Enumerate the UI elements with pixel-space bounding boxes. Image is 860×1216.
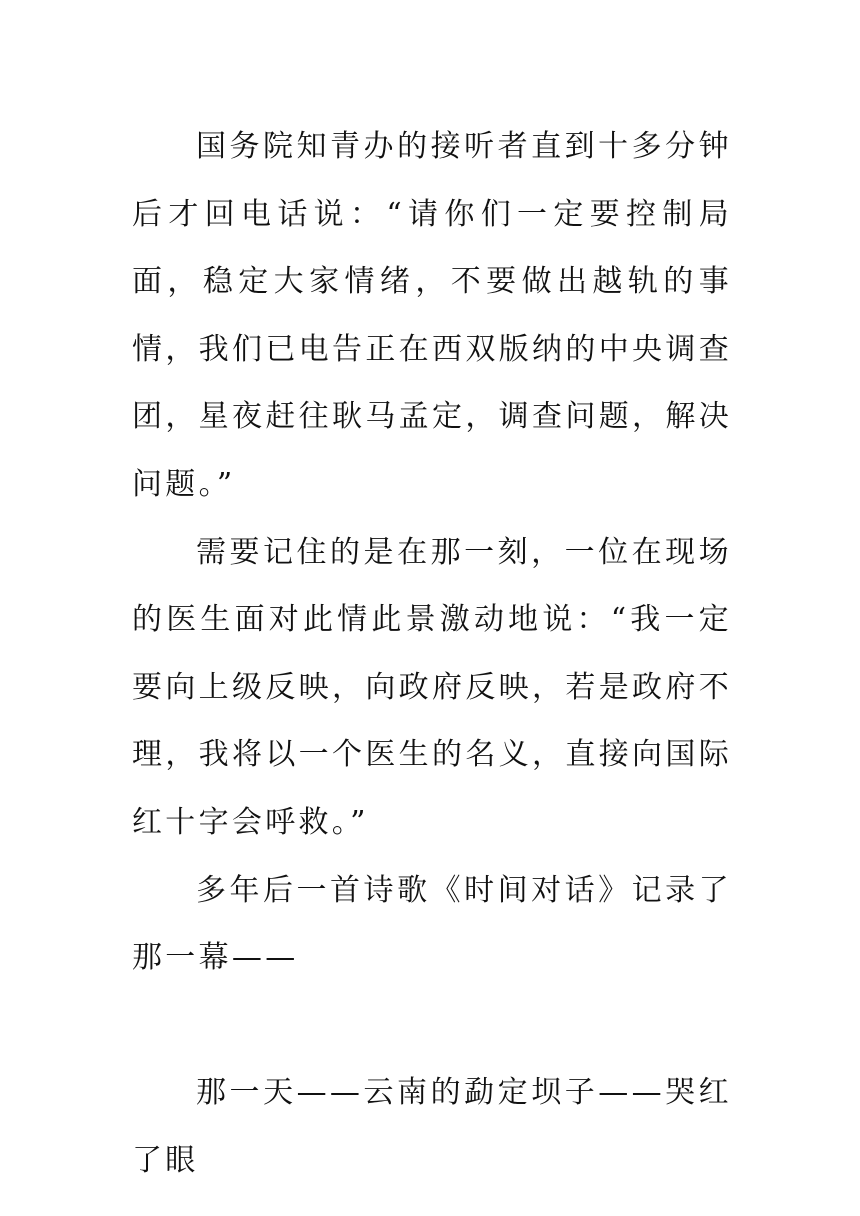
blank-line (132, 992, 732, 1060)
document-body (132, 113, 732, 1195)
paragraph-phone-reply: 国务院知青办的接听者直到十多分钟后才回电话说：“请你们一定要控制局面，稳定大家情绪，不要做出越轨的事情，我们已电告正在西双版纳的中央调查团，星夜赶往耿马孟定，调查问题，解决问题。” (132, 129, 732, 502)
paragraph-poem-line: 那一天——云南的勐定坝子——哭红了眼 (132, 1075, 732, 1178)
paragraph-doctor-quote: 需要记住的是在那一刻，一位在现场的医生面对此情此景激动地说：“我一定要向上级反映，向政府反映，若是政府不理，我将以一个医生的名义，直接向国际红十字会呼救。” (132, 534, 732, 840)
paragraph-poem-intro: 多年后一首诗歌《时间对话》记录了那一幕—— (132, 872, 732, 976)
